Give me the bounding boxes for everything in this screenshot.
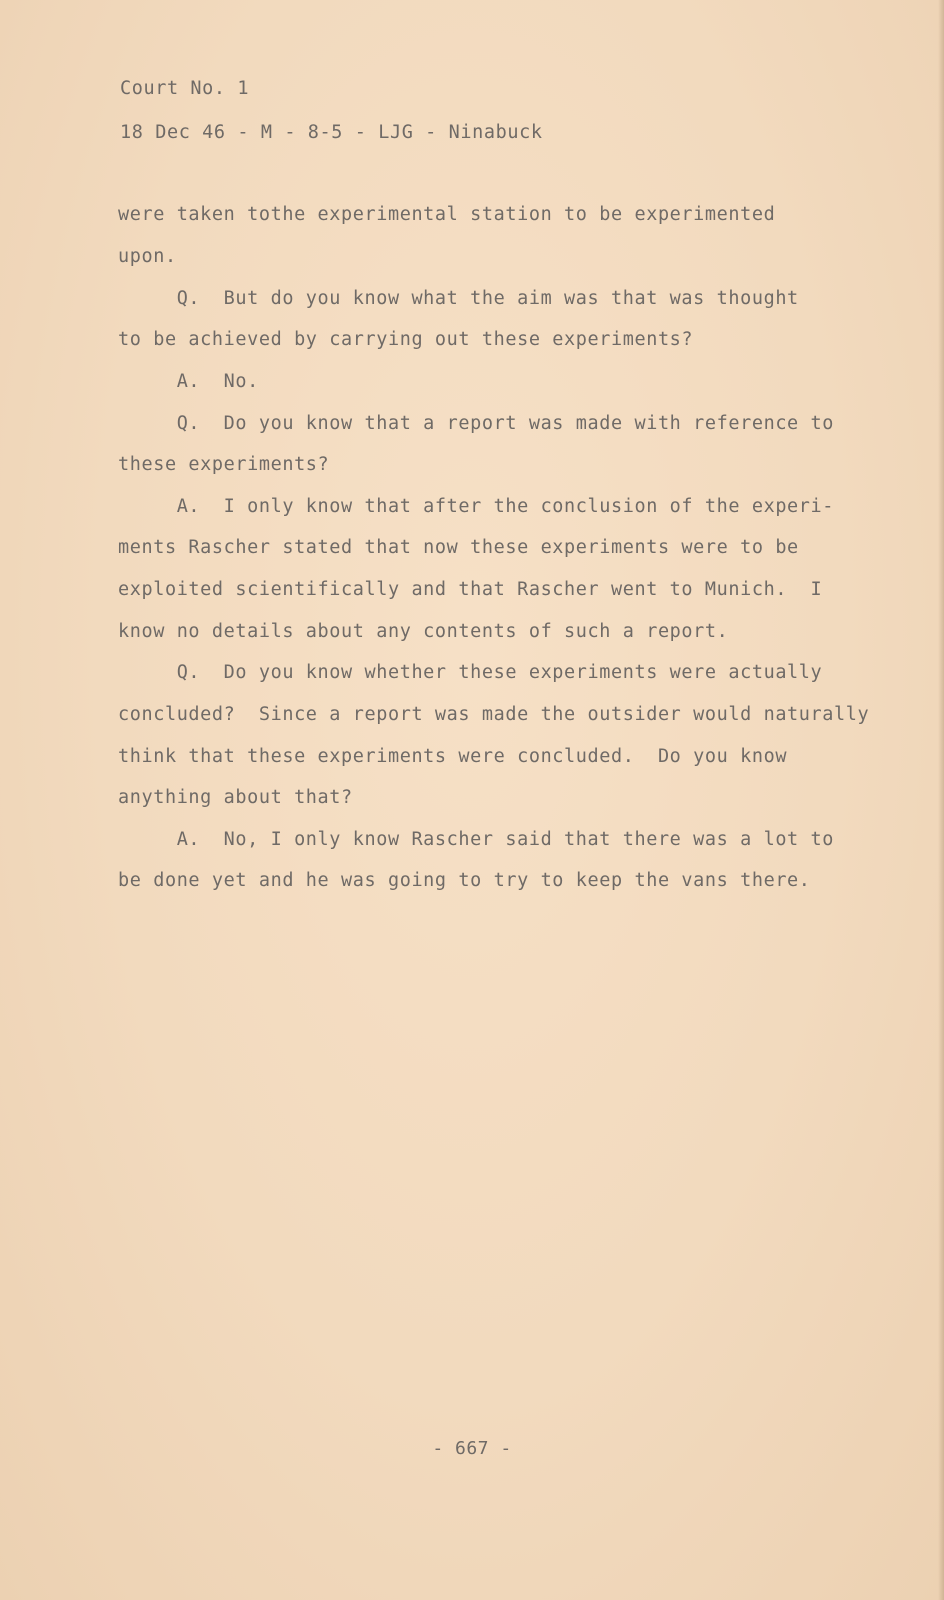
transcript-line: A. No. — [118, 371, 259, 392]
transcript-line: upon. — [118, 246, 177, 267]
page-number: - 667 - — [432, 1438, 512, 1459]
transcript-line: these experiments? — [118, 454, 330, 475]
transcript-line: exploited scientifically and that Rascher went to Munich. I — [118, 579, 823, 600]
transcript-line: were taken tothe experimental station to be experimented — [118, 204, 776, 225]
transcript-line: ments Rascher stated that now these experiments were to be — [118, 537, 799, 558]
transcript-line: be done yet and he was going to try to keep the vans there. — [118, 870, 811, 891]
session-line: 18 Dec 46 - M - 8-5 - LJG - Ninabuck — [120, 122, 543, 143]
transcript-line: to be achieved by carrying out these experiments? — [118, 329, 694, 350]
court-number: Court No. 1 — [120, 78, 250, 99]
page-edge-shadow — [938, 0, 944, 1600]
transcript-line: Q. Do you know whether these experiments were actually — [118, 662, 823, 683]
transcript-line: Q. Do you know that a report was made with reference to — [118, 413, 835, 434]
transcript-line: think that these experiments were concluded. Do you know — [118, 746, 788, 767]
transcript-line: A. I only know that after the conclusion of the experi- — [118, 496, 835, 517]
transcript-line: A. No, I only know Rascher said that there was a lot to — [118, 829, 835, 850]
transcript-line: Q. But do you know what the aim was that was thought — [118, 288, 799, 309]
transcript-line: anything about that? — [118, 787, 353, 808]
transcript-line: concluded? Since a report was made the outsider would naturally — [118, 704, 870, 725]
transcript-line: know no details about any contents of such a report. — [118, 621, 729, 642]
